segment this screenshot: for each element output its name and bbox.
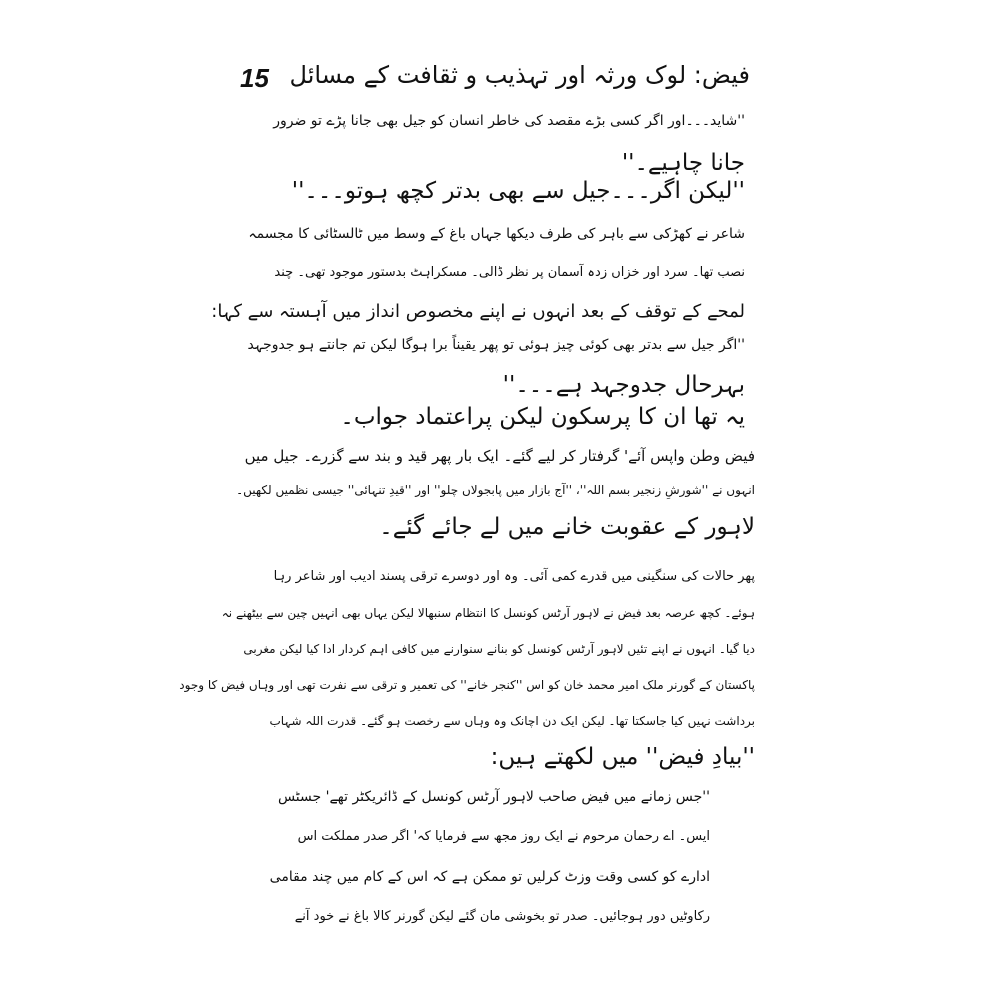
- text-line: نصب تھا۔ سرد اور خزاں زدہ آسمان پر نظر ڈالی۔ مسکراہٹ بدستور موجود تھی۔ چند: [274, 265, 745, 280]
- text-line: پھر حالات کی سنگینی میں قدرے کمی آئی۔ وہ اور دوسرے ترقی پسند ادیب اور شاعر رہا: [273, 569, 755, 584]
- text-line: جانا چاہیے۔'': [621, 150, 745, 176]
- text-line: یہ تھا ان کا پرسکون لیکن پراعتماد جواب۔: [340, 404, 745, 430]
- text-line: انہوں نے ''شورشِ زنجیر بسم اللہ''، ''آج بازار میں پابجولاں چلو'' اور ''قیدِ تنہائی'' جیسی نظمیں لکھیں۔: [236, 483, 755, 497]
- text-line: پاکستان کے گورنر ملک امیر محمد خان کو اس ''کنجر خانے'' کی تعمیر و ترقی سے نفرت تھی اور وہاں فیض کا وجود: [179, 678, 755, 692]
- quote-line: رکاوٹیں دور ہوجائیں۔ صدر تو بخوشی مان گئے لیکن گورنر کالا باغ نے خود آنے: [294, 909, 710, 924]
- running-title: فیض: لوک ورثہ اور تہذیب و ثقافت کے مسائل: [289, 61, 750, 89]
- text-line: ہوئے۔ کچھ عرصہ بعد فیض نے لاہور آرٹس کونسل کا انتظام سنبھالا لیکن یہاں بھی انہیں چین سے بیٹھنے نہ: [221, 606, 755, 620]
- text-line: ''بیادِ فیض'' میں لکھتے ہیں:: [490, 744, 755, 770]
- text-line: شاعر نے کھڑکی سے باہر کی طرف دیکھا جہاں باغ کے وسط میں ٹالسٹائی کا مجسمہ: [248, 226, 745, 242]
- text-line: ''لیکن اگر۔۔۔جیل سے بھی بدتر کچھ ہوتو۔۔۔'': [291, 178, 745, 204]
- quote-line: ادارے کو کسی وقت وزٹ کرلیں تو ممکن ہے کہ اس کے کام میں چند مقامی: [269, 869, 710, 885]
- page-number: 15: [240, 63, 269, 93]
- text-line: برداشت نہیں کیا جاسکتا تھا۔ لیکن ایک دن اچانک وہ وہاں سے رخصت ہو گئے۔ قدرت اللہ شہاب: [269, 714, 755, 728]
- text-line: دیا گیا۔ انہوں نے اپنے تئیں لاہور آرٹس کونسل کو بنانے سنوارنے میں کافی اہم کردار ادا کیا لیکن مغربی: [243, 642, 755, 656]
- text-line: لمحے کے توقف کے بعد انہوں نے اپنے مخصوص انداز میں آہستہ سے کہا:: [211, 301, 745, 322]
- quote-line: ایس۔ اے رحمان مرحوم نے ایک روز مجھ سے فرمایا کہ' اگر صدر مملکت اس: [297, 829, 710, 844]
- text-line: فیض وطن واپس آئے' گرفتار کر لیے گئے۔ ایک بار پھر قید و بند سے گزرے۔ جیل میں: [244, 447, 755, 465]
- page-header: [240, 55, 750, 95]
- quote-line: ''جس زمانے میں فیض صاحب لاہور آرٹس کونسل کے ڈائریکٹر تھے' جسٹس: [277, 789, 710, 805]
- text-line: بہرحال جدوجہد ہے۔۔۔'': [502, 372, 745, 398]
- text-line: ''شاید۔۔۔اور اگر کسی بڑے مقصد کی خاطر انسان کو جیل بھی جانا پڑے تو ضرور: [273, 113, 745, 129]
- text-line: لاہور کے عقوبت خانے میں لے جائے گئے۔: [379, 514, 755, 540]
- text-line: ''اگر جیل سے بدتر بھی کوئی چیز ہوئی تو پھر یقیناً برا ہوگا لیکن تم جانتے ہو جدوجہد: [247, 337, 745, 353]
